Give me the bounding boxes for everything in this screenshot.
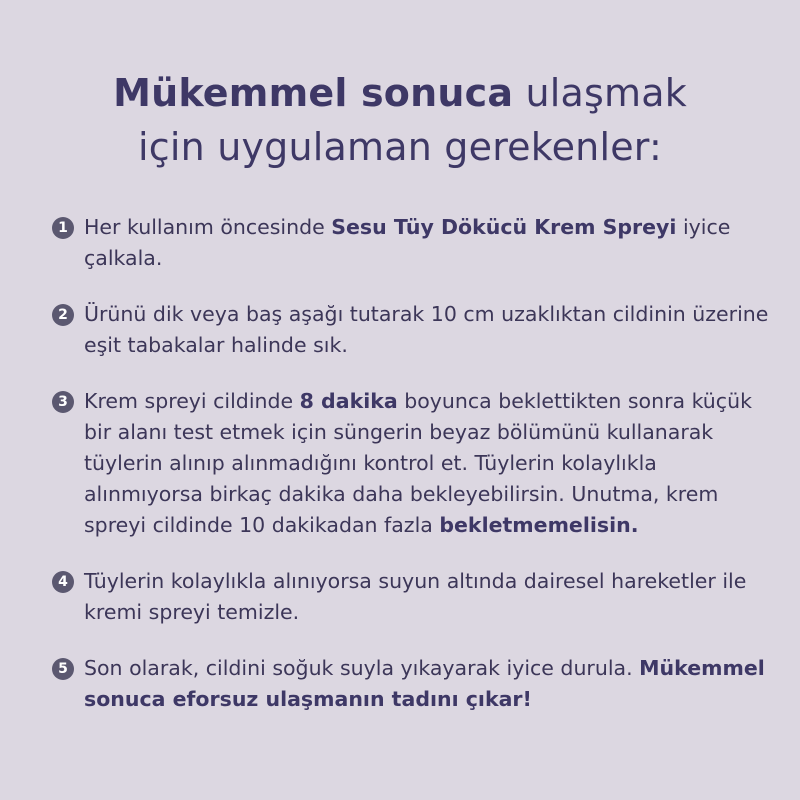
title-bold: Mükemmel sonuca <box>113 71 514 115</box>
step-text: Ürünü dik veya baş aşağı tutarak 10 cm uzaklıktan cildinin üzerine eşit tabakalar halinde sık. <box>84 302 769 357</box>
step-text: boyunca beklettikten sonra küçük bir alanı test etmek için süngerin beyaz bölümünü kullanarak tüylerin alınıp alınmadığını kontrol et. Tüylerin kolaylıkla alınmıyorsa birkaç dakika daha bekleyebilirsin. Unutma, krem spreyi cildinde 10 dakikadan fazla <box>84 389 752 537</box>
step-text: Her kullanım öncesinde <box>84 215 332 239</box>
steps-list <box>52 212 772 715</box>
step-text: Krem spreyi cildinde <box>84 389 300 413</box>
step-number-badge: 4 <box>52 571 74 593</box>
page-title <box>0 66 800 174</box>
step-bold-text: Sesu Tüy Dökücü Krem Spreyi <box>331 215 677 239</box>
step-bold-text: Mükemmel sonuca eforsuz ulaşmanın tadını çıkar! <box>84 656 765 711</box>
step-number-badge: 1 <box>52 217 74 239</box>
step-item-1 <box>52 212 772 274</box>
step-bold-text: 8 dakika <box>299 389 398 413</box>
step-item-3 <box>52 386 772 541</box>
step-number-badge: 3 <box>52 391 74 413</box>
step-item-2 <box>52 299 772 361</box>
title-line-2: için uygulaman gerekenler: <box>138 125 662 169</box>
step-number-badge: 2 <box>52 304 74 326</box>
step-text: Tüylerin kolaylıkla alınıyorsa suyun altında dairesel hareketler ile kremi spreyi temizle. <box>84 569 747 624</box>
step-item-4 <box>52 566 772 628</box>
step-text: Son olarak, cildini soğuk suyla yıkayarak iyice durula. <box>84 656 640 680</box>
title-line-1 <box>0 66 800 120</box>
step-bold-text: bekletmemelisin. <box>439 513 639 537</box>
step-number-badge: 5 <box>52 658 74 680</box>
title-rest: ulaşmak <box>513 71 687 115</box>
step-item-5 <box>52 653 772 715</box>
step-text: iyice çalkala. <box>84 215 731 270</box>
